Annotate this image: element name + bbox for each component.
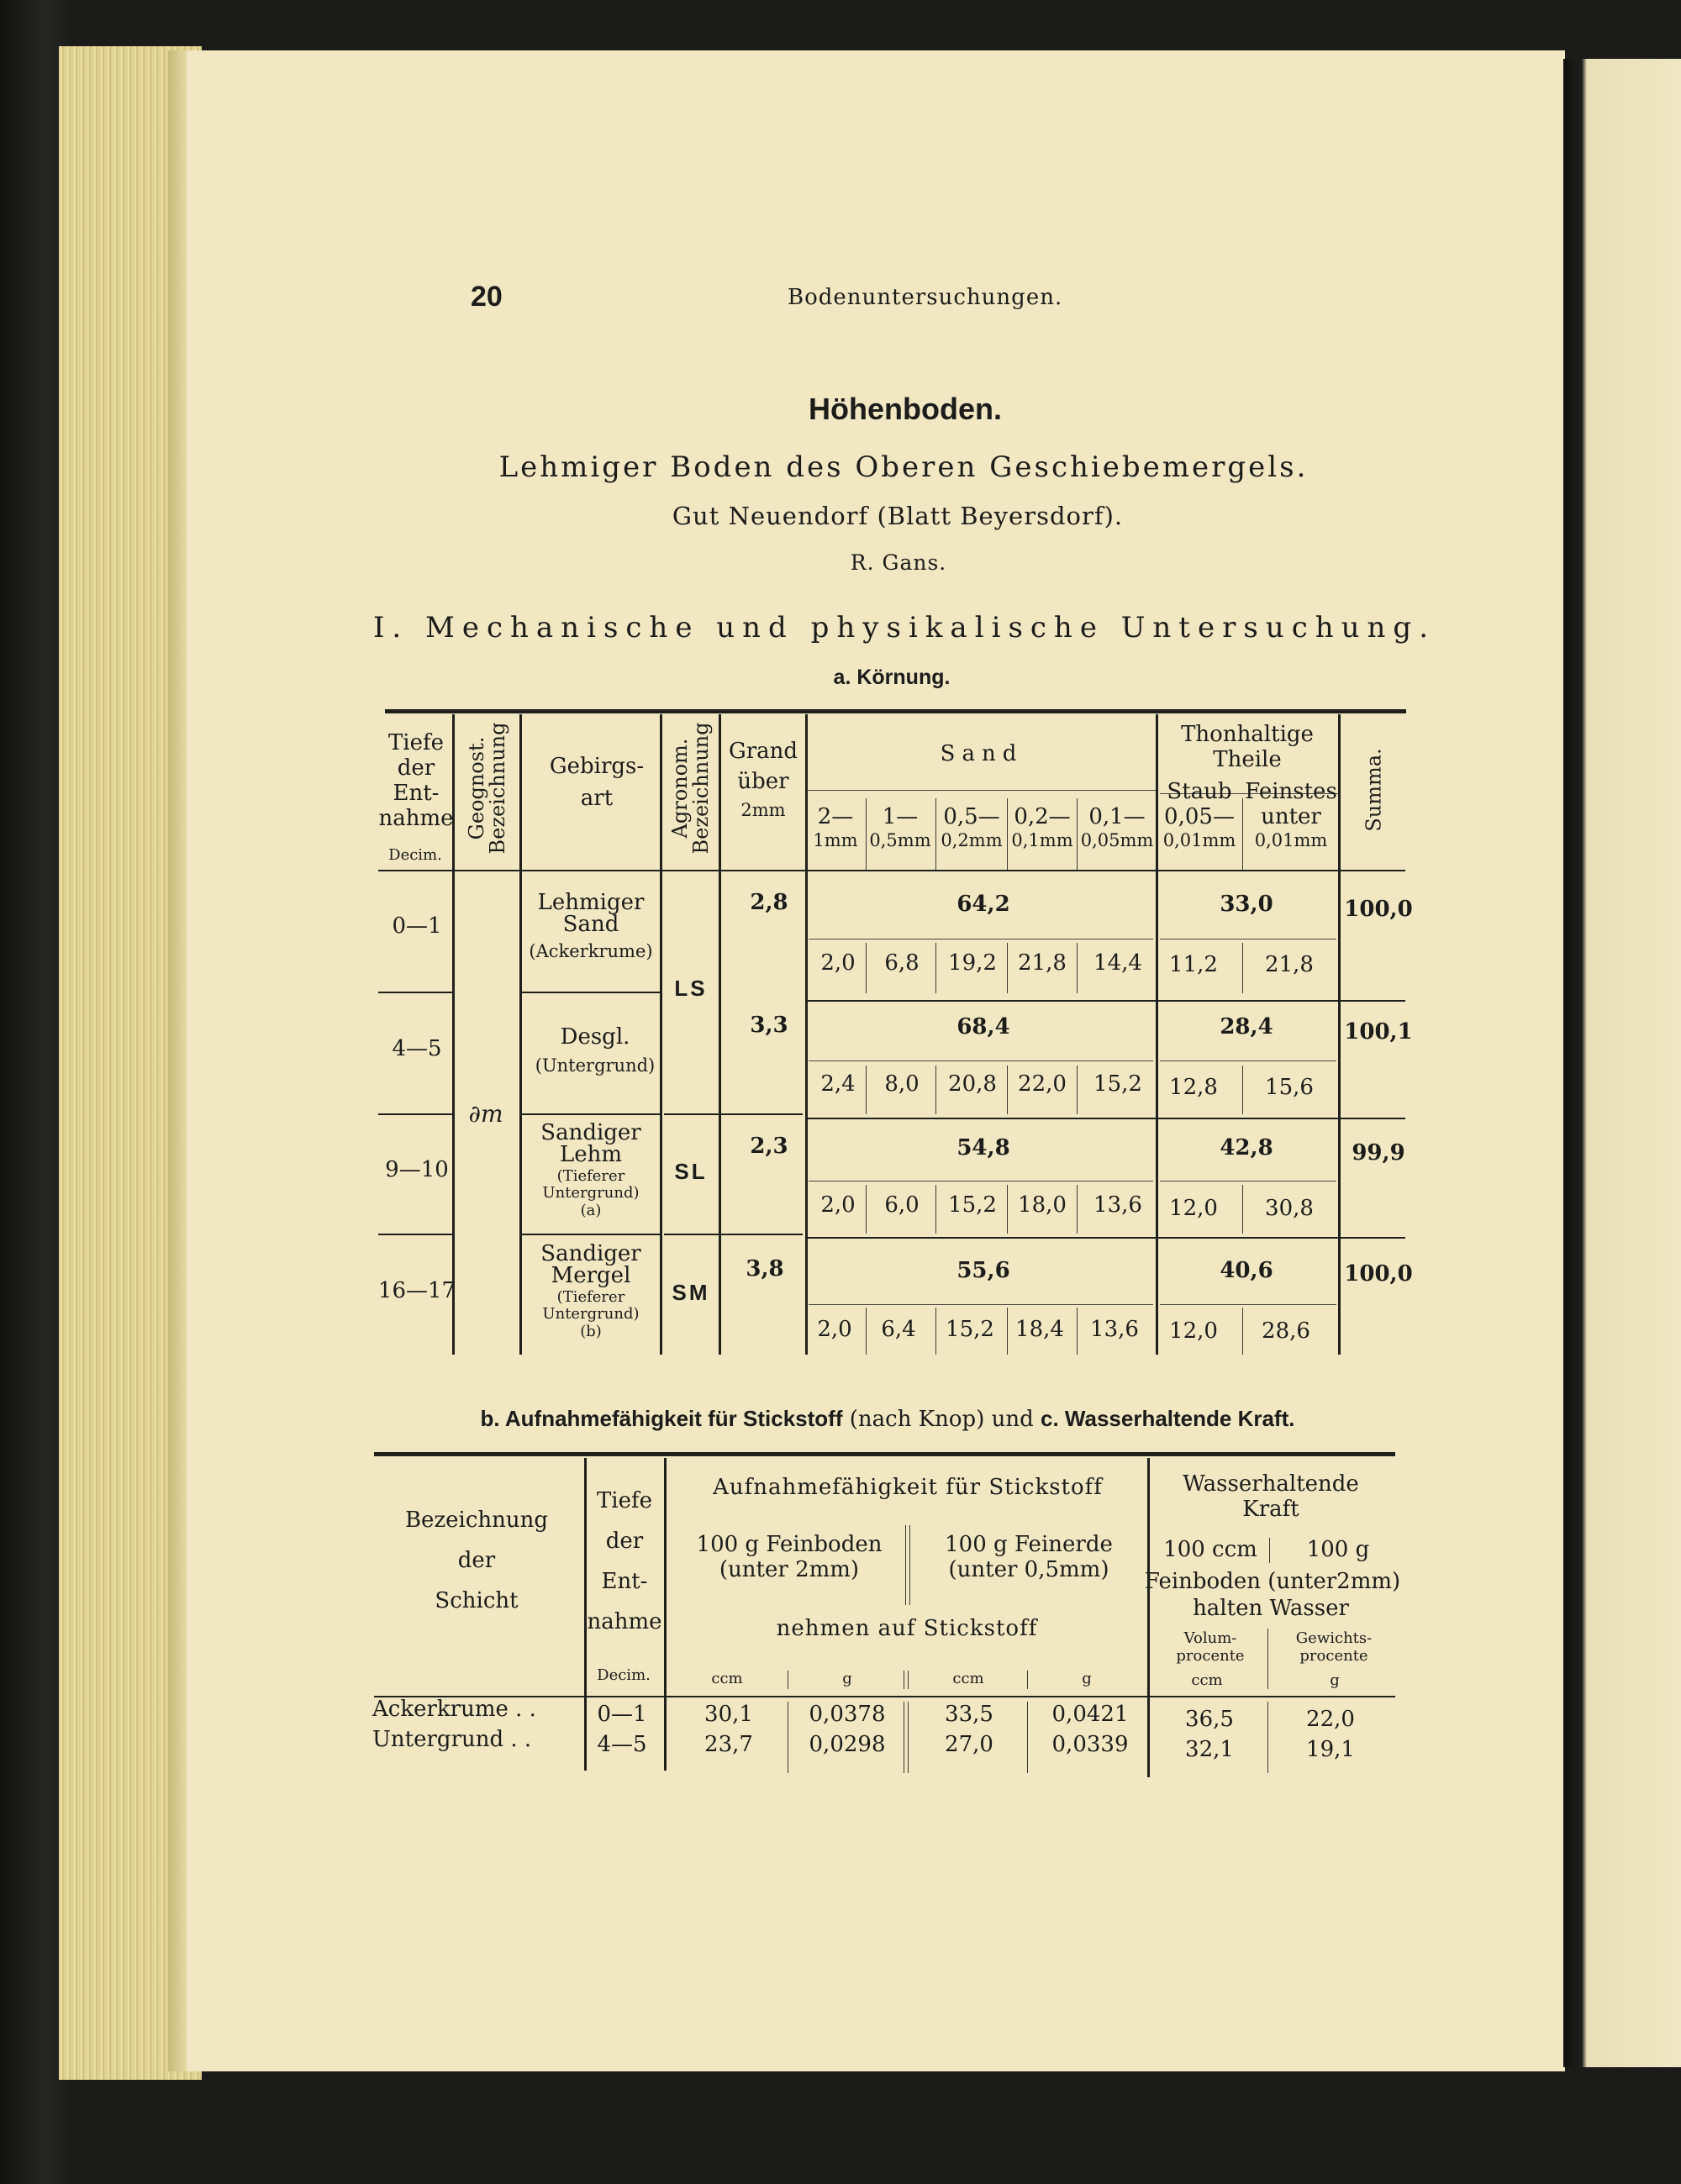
location: Gut Neuendorf (Blatt Beyersdorf). xyxy=(672,502,1124,530)
header-thonhaltige: Thonhaltige Theile xyxy=(1181,722,1314,772)
column-rule xyxy=(935,1066,936,1114)
header-aufnahme: Aufnahmefähigkeit für Stickstoff xyxy=(713,1475,1103,1500)
header-sand: Sand xyxy=(940,741,1024,766)
column-rule xyxy=(1027,1702,1028,1773)
row-separator xyxy=(521,1113,660,1115)
column-rule xyxy=(1269,1538,1270,1563)
header-100ccm: 100 ccm xyxy=(1163,1537,1257,1562)
row-separator xyxy=(378,1234,452,1235)
header-feinstes: Feinstes unter 0,01mm xyxy=(1245,779,1337,850)
section-heading-a: a. Körnung. xyxy=(833,666,951,689)
header-gebirgsart: Gebirgs- art xyxy=(549,754,645,811)
unit-g: g xyxy=(1082,1670,1092,1687)
column-rule xyxy=(866,1308,867,1355)
unit-g: g xyxy=(842,1670,852,1687)
running-head: Bodenuntersuchungen. xyxy=(788,285,1063,310)
header-geognost: Geognost. Bezeichnung xyxy=(464,722,509,855)
column-rule xyxy=(1007,1066,1008,1114)
column-rule xyxy=(664,1458,667,1771)
column-rule xyxy=(1007,798,1008,870)
next-page-edge xyxy=(1563,59,1681,2067)
column-rule xyxy=(1147,1458,1150,1777)
column-rule xyxy=(1242,1308,1243,1355)
row-separator xyxy=(809,1060,1153,1061)
header-summa: Summa. xyxy=(1362,748,1386,832)
column-rule xyxy=(935,943,936,993)
header-bezeichnung: Bezeichnung der Schicht xyxy=(404,1508,549,1613)
row-separator xyxy=(1160,1060,1336,1061)
row-separator xyxy=(807,1118,1405,1119)
header-halten-wasser: halten Wasser xyxy=(1193,1596,1349,1621)
column-rule xyxy=(1077,1066,1078,1114)
section-heading-I: I. Mechanische und physikalische Untersuchung. xyxy=(372,611,1436,645)
section-heading-b-c: b. Aufnahmefähigkeit für Stickstoff (nach Knop) und c. Wasserhaltende Kraft. xyxy=(480,1406,1295,1432)
column-rule xyxy=(519,714,522,1355)
author: R. Gans. xyxy=(850,550,947,575)
unit-ccm: ccm xyxy=(711,1670,743,1687)
column-rule xyxy=(1077,1185,1078,1234)
header-tiefe: Tiefe der Ent- nahme xyxy=(587,1488,662,1634)
column-rule xyxy=(908,1671,909,1689)
row-separator xyxy=(664,1234,803,1235)
column-rule xyxy=(1242,1185,1243,1234)
row-separator xyxy=(664,1113,803,1115)
header-100g: 100 g xyxy=(1306,1537,1370,1562)
column-rule xyxy=(935,1308,936,1355)
header-decim: Decim. xyxy=(597,1666,651,1684)
row-separator xyxy=(807,1000,1405,1002)
column-rule xyxy=(905,1525,906,1605)
column-rule xyxy=(1007,943,1008,993)
column-rule xyxy=(660,714,662,1355)
column-rule xyxy=(1242,943,1243,993)
column-rule xyxy=(1077,1308,1078,1355)
unit-ccm: ccm xyxy=(1191,1671,1223,1689)
header-grand: Grand über 2mm xyxy=(728,739,798,820)
column-rule xyxy=(1007,1308,1008,1355)
header-wasserhaltende-kraft: Wasserhaltende Kraft xyxy=(1183,1471,1359,1522)
column-rule xyxy=(866,798,867,870)
column-rule xyxy=(1267,1629,1268,1689)
header-gewichtsprocente: Gewichts- procente xyxy=(1295,1629,1373,1665)
header-staub: Staub 0,05— 0,01mm xyxy=(1162,779,1236,850)
column-rule xyxy=(1027,1671,1028,1689)
header-decim: Decim. xyxy=(388,846,442,864)
rule xyxy=(385,709,1406,713)
column-rule xyxy=(1242,798,1243,870)
rule xyxy=(807,790,1156,791)
column-rule xyxy=(805,714,808,1355)
column-rule xyxy=(1156,714,1158,1355)
column-rule xyxy=(935,1185,936,1234)
column-rule xyxy=(1077,943,1078,993)
rule xyxy=(378,870,1405,871)
unit-g: g xyxy=(1330,1671,1340,1689)
column-rule xyxy=(866,1066,867,1114)
column-rule xyxy=(866,943,867,993)
header-agronom: Agronom. Bezeichnung xyxy=(667,722,713,855)
unit-ccm: ccm xyxy=(952,1670,984,1687)
row-separator xyxy=(1160,1304,1336,1305)
row-separator xyxy=(378,992,452,993)
row-separator xyxy=(378,1113,452,1115)
page-title: Höhenboden. xyxy=(809,392,1002,426)
subtitle: Lehmiger Boden des Oberen Geschiebemergels. xyxy=(498,450,1309,484)
column-rule xyxy=(866,1185,867,1234)
column-rule xyxy=(1242,1066,1243,1114)
column-rule xyxy=(909,1525,910,1605)
column-rule xyxy=(908,1702,909,1773)
header-feinerde: 100 g Feinerde (unter 0,5mm) xyxy=(945,1532,1113,1582)
column-rule xyxy=(719,714,721,1355)
page-gutter xyxy=(168,50,188,2071)
column-rule xyxy=(1338,714,1341,1355)
header-volumprocente: Volum- procente xyxy=(1176,1629,1245,1665)
header-feinboden-wasser: Feinboden (unter2mm) xyxy=(1144,1569,1401,1594)
rule xyxy=(374,1452,1395,1456)
row-separator xyxy=(809,1304,1153,1305)
column-rule xyxy=(935,798,936,870)
header-feinboden: 100 g Feinboden (unter 2mm) xyxy=(696,1532,883,1582)
row-separator xyxy=(521,992,660,993)
column-rule xyxy=(1007,1185,1008,1234)
column-rule xyxy=(1267,1702,1268,1773)
row-separator xyxy=(521,1234,660,1235)
row-separator xyxy=(807,1237,1405,1239)
page-number: 20 xyxy=(471,281,503,313)
header-nehmen: nehmen auf Stickstoff xyxy=(776,1616,1038,1641)
geognost-value: ∂m xyxy=(468,1100,503,1128)
header-tiefe: Tiefe der Ent- nahme xyxy=(378,730,454,831)
column-rule xyxy=(1077,798,1078,870)
